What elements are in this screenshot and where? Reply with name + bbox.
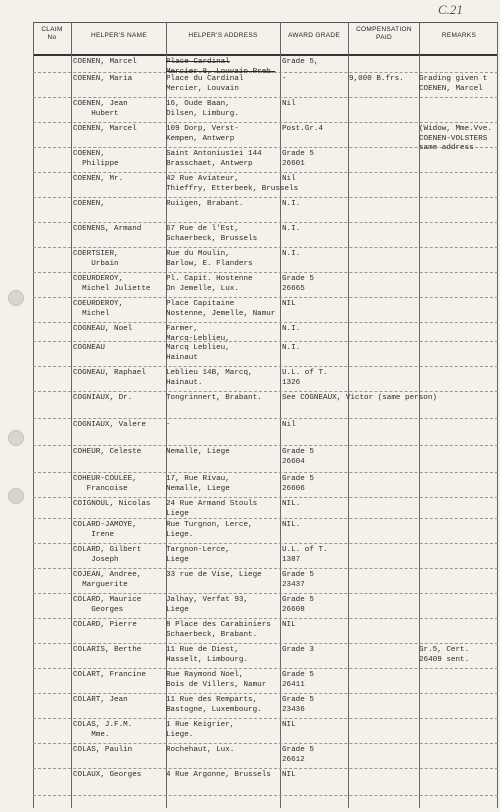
helper-name: COLARD, Pierre: [73, 621, 137, 629]
award-grade: Grade 5,: [282, 58, 319, 66]
helper-name: COGNEAU, Raphael: [73, 369, 146, 377]
award-grade: NIL.: [282, 500, 301, 508]
helper-name: COLAS, Paulin: [73, 746, 133, 754]
award-grade: U.L. of T. 1387: [282, 546, 328, 564]
helper-address: Pl. Capit. Hostenne On Jemelle, Lux.: [166, 275, 253, 293]
helper-address: -: [166, 421, 171, 429]
table-row: [33, 473, 498, 498]
helper-name: COHEUR, Celeste: [73, 448, 142, 456]
header-remarks: REMARKS: [441, 32, 477, 39]
table-row: [33, 446, 498, 473]
helper-name: COLAS, J.F.M. Mme.: [73, 721, 133, 739]
table-row: [33, 498, 498, 519]
helper-name: COENEN, Philippe: [73, 150, 119, 168]
helper-address: Farmer, Marcq-Leblieu,: [166, 325, 230, 343]
helper-address: 11 Rue des Remparts, Bastogne, Luxembourg.: [166, 696, 262, 714]
table-row: [33, 392, 498, 419]
helper-address: Rochehaut, Lux.: [166, 746, 235, 754]
table-row: [33, 73, 498, 98]
table-row: [33, 148, 498, 173]
helper-name: COENEN, Jean Hubert: [73, 100, 128, 118]
table-row: [33, 323, 498, 342]
award-grade: Grade 5 26411: [282, 671, 314, 689]
helper-address: Leblieu 14B, Marcq, Hainaut.: [166, 369, 253, 387]
helper-address: 1 Rue Keigrier, Liege.: [166, 721, 235, 739]
helper-name: COLART, Francine: [73, 671, 146, 679]
table-row: [33, 569, 498, 594]
helper-address: Tongrinnert, Brabant.: [166, 394, 262, 402]
helper-name: COEURDEROY, Michel Juliette: [73, 275, 151, 293]
table-row: [33, 98, 498, 123]
claims-table: [33, 56, 498, 796]
award-grade: N.I.: [282, 200, 301, 208]
page-identifier: C.21: [438, 2, 463, 17]
table-row: [33, 123, 498, 152]
remarks: Grading given t COENEN, Marcel: [419, 75, 488, 93]
table-row: [33, 223, 498, 248]
helper-name: COENEN, Mr.: [73, 175, 124, 183]
table-row: [33, 248, 498, 273]
helper-name: COENEN, Maria: [73, 75, 133, 83]
remarks: Gr.5, Cert. 26409 sent.: [419, 646, 470, 664]
table-row: [33, 342, 498, 367]
header-name: HELPER'S NAME: [90, 32, 148, 39]
award-grade: U.L. of T. 1326: [282, 369, 328, 387]
helper-address: Saint Antonius1ei 144 Brasschaet, Antwerp: [166, 150, 262, 168]
award-grade: NIL: [282, 771, 296, 779]
table-row: [33, 173, 498, 198]
helper-address: 24 Rue Armand Stouls Liege: [166, 500, 258, 518]
helper-address: Targnon-Lerce, Liege: [166, 546, 230, 564]
helper-name: COENENS, Armand: [73, 225, 142, 233]
table-row: [33, 694, 498, 719]
helper-address: 8 Place des Carabiniers Schaerbeck, Brabant.: [166, 621, 271, 639]
award-grade: See COGNEAUX, Victor (same person): [282, 394, 437, 402]
award-grade: Grade 5 23437: [282, 571, 314, 589]
table-row: [33, 367, 498, 392]
header-address: HELPER'S ADDRESS: [188, 32, 258, 39]
award-grade: Grade 5 26612: [282, 746, 314, 764]
helper-address: Nemalle, Liege: [166, 448, 230, 456]
award-grade: Nil: [282, 421, 296, 429]
table-row: [33, 298, 498, 323]
helper-name: COLAUX, Georges: [73, 771, 142, 779]
helper-name: COEURDEROY, Michel: [73, 300, 124, 318]
punch-hole-bottom: [8, 488, 24, 504]
header-claim: CLAIM No: [41, 26, 63, 41]
award-grade: NIL: [282, 621, 296, 629]
helper-address: Rue du Moulin, Barlow, E. Flanders: [166, 250, 253, 268]
table-row: [33, 744, 498, 769]
helper-address: Place Capitaine Nostenne, Jemelle, Namur: [166, 300, 276, 318]
helper-name: COGNEAU, Noel: [73, 325, 133, 333]
award-grade: N.I.: [282, 344, 301, 352]
table-row: [33, 619, 498, 644]
table-row: [33, 419, 498, 446]
helper-name: COLARD, Maurice Georges: [73, 596, 142, 614]
remarks: (Widow, Mme.Vve. COENEN-VOLSTERS same address: [419, 125, 492, 152]
award-grade: N.I.: [282, 225, 301, 233]
helper-address: 67 Rue de l'Est, Schaerbeck, Brussels: [166, 225, 258, 243]
award-grade: N.I.: [282, 325, 301, 333]
helper-address: Place Cardinal Mercier 8, Louvain Preb.: [166, 58, 276, 76]
table-row: [33, 273, 498, 298]
table-row: [33, 719, 498, 744]
table-row: [33, 519, 498, 544]
award-grade: NIL: [282, 721, 296, 729]
award-grade: -: [282, 75, 287, 83]
award-grade: Grade 3: [282, 646, 314, 654]
award-grade: Nil: [282, 175, 296, 183]
helper-address: Ruiigen, Brabant.: [166, 200, 244, 208]
table-row: [33, 544, 498, 569]
award-grade: Post.Gr.4: [282, 125, 324, 133]
helper-name: COJEAN, Andree, Marguerite: [73, 571, 142, 589]
punch-hole-top: [8, 290, 24, 306]
helper-address: Rue Raymond Noel, Bois de Villers, Namur: [166, 671, 267, 689]
award-grade: NIL: [282, 300, 296, 308]
award-grade: Grade 5 26606: [282, 475, 314, 493]
helper-name: COGNEAU: [73, 344, 105, 352]
helper-name: COLARD-JAMOYE, Irene: [73, 521, 137, 539]
helper-name: COENEN,: [73, 200, 105, 208]
header-top-rule: [33, 22, 498, 23]
helper-address: Marcq Leblieu, Hainaut: [166, 344, 230, 362]
helper-address: 109 Dorp, Verst- Kempen, Antwerp: [166, 125, 239, 143]
helper-name: COGNIAUX, Valere: [73, 421, 146, 429]
award-grade: Grade 5 26608: [282, 596, 314, 614]
helper-address: Jalhay, Verfat 93, Liege: [166, 596, 249, 614]
helper-address: 33 rue de Vise, Liege: [166, 571, 262, 579]
award-grade: Grade 5 26601: [282, 150, 314, 168]
helper-address: 11 Rue de Diest, Hasselt, Limbourg.: [166, 646, 249, 664]
award-grade: NIL.: [282, 521, 301, 529]
table-row: [33, 594, 498, 619]
header-compensation: COMPENSATION PAID: [356, 26, 412, 41]
table-row: [33, 769, 498, 796]
helper-name: COERTSIER, Urbain: [73, 250, 119, 268]
award-grade: N.I.: [282, 250, 301, 258]
table-row: [33, 644, 498, 669]
helper-address: 42 Rue Aviateur, Thieffry, Etterbeek, Brussels: [166, 175, 299, 193]
helper-address: Place du Cardinal Mercier, Louvain: [166, 75, 244, 93]
punch-hole-middle: [8, 430, 24, 446]
table-row: [33, 56, 498, 76]
helper-name: COGNIAUX, Dr.: [73, 394, 133, 402]
header-award: AWARD GRADE: [288, 32, 340, 39]
helper-name: COENEN, Marcel: [73, 125, 137, 133]
helper-name: COLARD, Gilbert Joseph: [73, 546, 142, 564]
helper-name: COHEUR-COULEE, Francoise: [73, 475, 137, 493]
helper-address: 4 Rue Argonne, Brussels: [166, 771, 271, 779]
award-grade: Nil: [282, 100, 296, 108]
award-grade: Grade 5 26665: [282, 275, 314, 293]
helper-name: COENEN, Marcel: [73, 58, 137, 66]
award-grade: Grade 5 26604: [282, 448, 314, 466]
helper-address: Rue Turgnon, Lerce, Liege.: [166, 521, 253, 539]
compensation-paid: 9,000 B.frs.: [349, 75, 404, 83]
helper-name: COLART, Jean: [73, 696, 128, 704]
table-row: [33, 669, 498, 694]
award-grade: Grade 5 23436: [282, 696, 314, 714]
helper-address: 16, Oude Baan, Dilsen, Limburg.: [166, 100, 239, 118]
helper-name: COLARIS, Berthe: [73, 646, 142, 654]
helper-name: COIGNOUL, Nicolas: [73, 500, 151, 508]
table-row: [33, 198, 498, 223]
helper-address: 17, Rue Rivau, Nemalle, Liege: [166, 475, 230, 493]
